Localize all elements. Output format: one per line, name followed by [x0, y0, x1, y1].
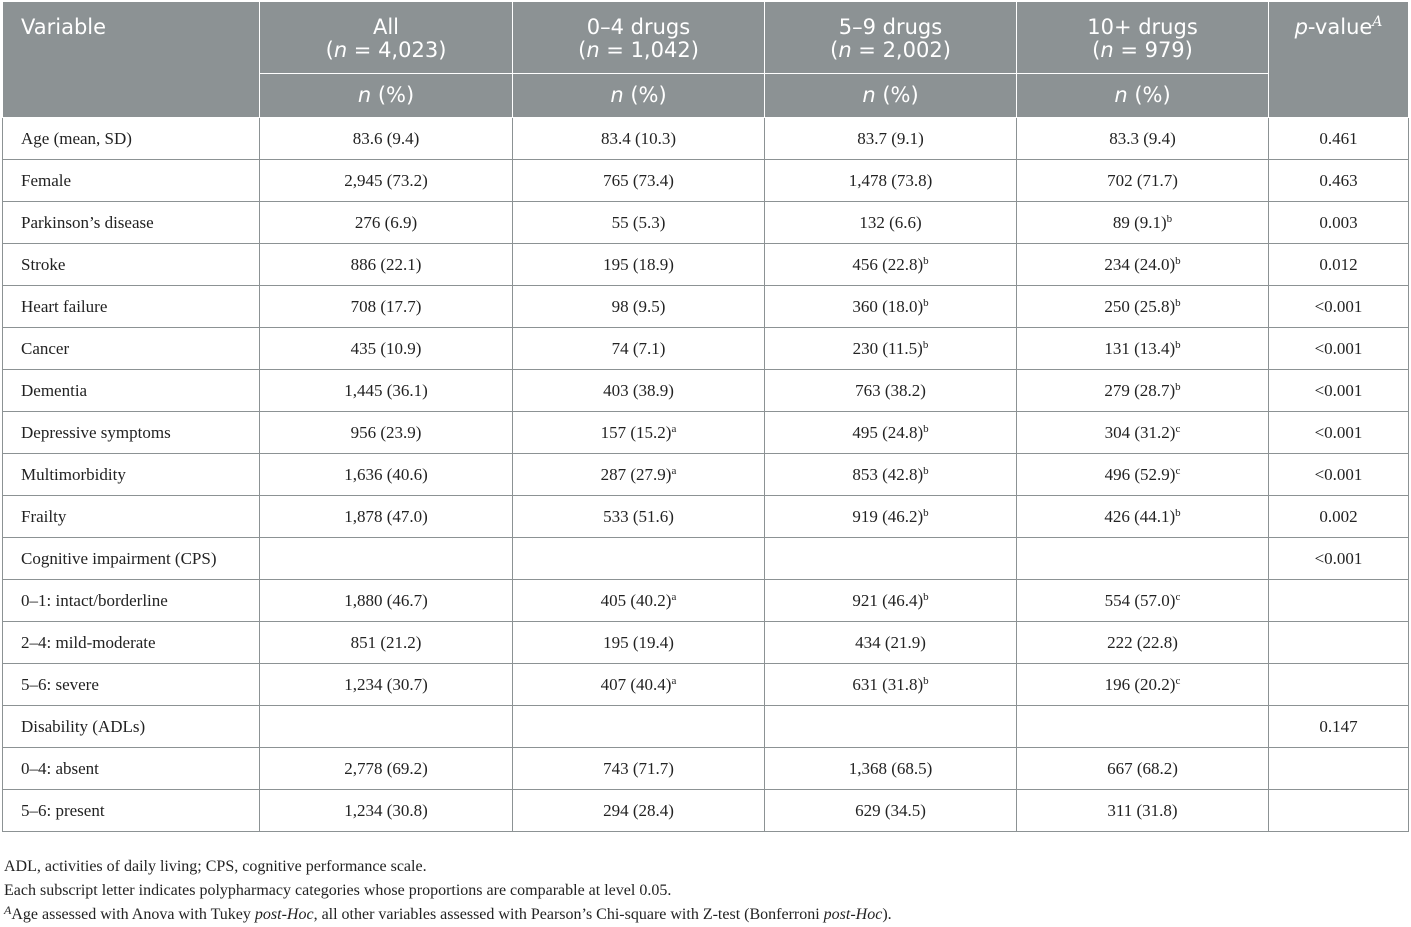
cell-superscript: b — [923, 422, 929, 435]
table-cell — [765, 286, 1017, 328]
cell-value: 196 (20.2) — [1104, 674, 1176, 694]
table-cell — [513, 790, 765, 832]
unit-pct: (%) — [371, 83, 415, 107]
cell-value: 311 (31.8) — [1107, 800, 1178, 820]
cell-superscript: b — [1175, 338, 1181, 351]
table-cell — [765, 748, 1017, 790]
unit-pct: (%) — [1127, 83, 1171, 107]
cell-value: 1,445 (36.1) — [344, 380, 428, 400]
table-row — [3, 370, 1409, 412]
unit-n: n — [862, 83, 876, 107]
table-cell — [513, 118, 765, 160]
footnote-methods — [4, 903, 1404, 927]
cell-superscript: b — [923, 296, 929, 309]
cell-value: 304 (31.2) — [1104, 422, 1176, 442]
footnote-text-italic: post-Hoc — [254, 906, 314, 923]
table-cell — [260, 160, 513, 202]
col-n-count: = 2,002) — [851, 38, 951, 62]
table-cell — [1017, 370, 1269, 412]
col-title: 10+ drugs — [1087, 15, 1198, 39]
cell-superscript: b — [1175, 254, 1181, 267]
row-label: Parkinson’s disease — [3, 202, 260, 244]
table-cell — [765, 706, 1017, 748]
table-cell — [765, 580, 1017, 622]
pvalue-cell: 0.147 — [1269, 706, 1409, 748]
col-n-count: = 979) — [1113, 38, 1193, 62]
table-cell — [1017, 412, 1269, 454]
table-cell — [1017, 118, 1269, 160]
cell-value: 667 (68.2) — [1107, 758, 1178, 778]
cell-superscript: b — [923, 674, 929, 687]
table-cell — [513, 496, 765, 538]
pvalue-cell: 0.461 — [1269, 118, 1409, 160]
cell-value: 230 (11.5) — [852, 338, 923, 358]
cell-value: 629 (34.5) — [855, 800, 926, 820]
cell-superscript: b — [923, 590, 929, 603]
cell-value: 405 (40.2) — [600, 590, 672, 610]
footnote-text: , all other variables assessed with Pearson’s Chi-square with Z-test (Bonferroni — [313, 906, 824, 923]
cell-superscript: c — [1175, 674, 1181, 687]
cell-value: 1,878 (47.0) — [344, 506, 428, 526]
pvalue-cell — [1269, 790, 1409, 832]
cell-value: 83.3 (9.4) — [1109, 128, 1176, 148]
pvalue-cell: <0.001 — [1269, 412, 1409, 454]
table-container — [2, 1, 1408, 832]
unit-n: n — [357, 83, 372, 107]
header-col-0-4-drugs — [513, 2, 765, 74]
table-cell — [260, 454, 513, 496]
header-pvalue — [1269, 2, 1409, 118]
table-cell — [513, 244, 765, 286]
cell-value: 554 (57.0) — [1104, 590, 1176, 610]
table-cell — [513, 706, 765, 748]
table-row — [3, 748, 1409, 790]
table-cell — [765, 454, 1017, 496]
table-cell — [260, 370, 513, 412]
table-cell — [260, 244, 513, 286]
cell-value: 294 (28.4) — [603, 800, 674, 820]
table-cell — [1017, 748, 1269, 790]
cell-superscript: b — [922, 338, 929, 351]
pvalue-cell: <0.001 — [1269, 328, 1409, 370]
cell-superscript: b — [1166, 212, 1173, 225]
table-cell — [1017, 202, 1269, 244]
cell-value: 763 (38.2) — [855, 380, 926, 400]
cell-value: 956 (23.9) — [350, 422, 422, 442]
table-cell — [260, 748, 513, 790]
row-label: 2–4: mild-moderate — [3, 622, 260, 664]
col-n-count: = 4,023) — [347, 38, 447, 62]
table-cell — [260, 496, 513, 538]
footnote-text: ). — [882, 906, 892, 923]
table-row — [3, 496, 1409, 538]
cell-value: 2,945 (73.2) — [344, 170, 428, 190]
row-label: Heart failure — [3, 286, 260, 328]
table-cell — [260, 538, 513, 580]
footnote-abbreviations: ADL, activities of daily living; CPS, cognitive performance scale. — [4, 858, 427, 875]
table-cell — [513, 748, 765, 790]
cell-superscript: a — [671, 464, 677, 477]
table-cell — [765, 496, 1017, 538]
cell-value: 250 (25.8) — [1104, 296, 1176, 316]
col-title: 0–4 drugs — [586, 15, 691, 39]
table-row — [3, 538, 1409, 580]
table-row — [3, 622, 1409, 664]
pvalue-cell — [1269, 748, 1409, 790]
table-cell — [1017, 328, 1269, 370]
col-title: 5–9 drugs — [838, 15, 943, 39]
table-footnotes — [4, 855, 1404, 927]
table-cell — [1017, 664, 1269, 706]
table-body — [3, 118, 1409, 832]
cell-value: 195 (18.9) — [603, 254, 674, 274]
table-row — [3, 580, 1409, 622]
table-cell — [1017, 622, 1269, 664]
cell-value: 1,368 (68.5) — [848, 758, 933, 778]
table-cell — [513, 286, 765, 328]
row-label: Cancer — [3, 328, 260, 370]
table-row — [3, 118, 1409, 160]
row-label: Frailty — [3, 496, 260, 538]
col-n-prefix: ( — [830, 38, 839, 62]
pvalue-cell: <0.001 — [1269, 370, 1409, 412]
table-cell — [260, 664, 513, 706]
header-variable: Variable — [3, 2, 260, 118]
pvalue-label: -value — [1307, 15, 1373, 39]
table-row — [3, 328, 1409, 370]
table-cell — [260, 622, 513, 664]
table-cell — [260, 202, 513, 244]
table-row — [3, 790, 1409, 832]
header-unit-5-9 — [765, 74, 1017, 118]
table-cell — [513, 622, 765, 664]
cell-superscript: b — [923, 464, 929, 477]
table-cell — [513, 370, 765, 412]
unit-pct: (%) — [623, 83, 667, 107]
pvalue-cell: 0.003 — [1269, 202, 1409, 244]
header-col-10plus-drugs — [1017, 2, 1269, 74]
col-n-var: n — [586, 38, 600, 62]
cell-value: 1,636 (40.6) — [344, 464, 428, 484]
table-cell — [513, 412, 765, 454]
cell-value: 702 (71.7) — [1107, 170, 1178, 190]
table-cell — [260, 580, 513, 622]
col-n-prefix: ( — [325, 38, 334, 62]
table-cell — [765, 118, 1017, 160]
cell-value: 279 (28.7) — [1104, 380, 1176, 400]
cell-value: 921 (46.4) — [852, 590, 924, 610]
footnote-text: Age assessed with Anova with Tukey — [11, 906, 255, 923]
cell-superscript: b — [1175, 506, 1181, 519]
table-cell — [1017, 160, 1269, 202]
table-cell — [1017, 538, 1269, 580]
col-title: All — [372, 15, 400, 39]
pvalue-cell: <0.001 — [1269, 538, 1409, 580]
cell-value: 55 (5.3) — [611, 212, 666, 232]
cell-value: 1,234 (30.7) — [344, 674, 428, 694]
pvalue-cell: <0.001 — [1269, 286, 1409, 328]
cell-value: 407 (40.4) — [600, 674, 672, 694]
cell-value: 456 (22.8) — [852, 254, 924, 274]
pvalue-cell: 0.002 — [1269, 496, 1409, 538]
cell-value: 426 (44.1) — [1104, 506, 1176, 526]
cell-value: 1,880 (46.7) — [344, 590, 428, 610]
table-cell — [260, 328, 513, 370]
cell-value: 98 (9.5) — [611, 296, 666, 316]
footnote-text-italic: post-Hoc — [823, 906, 883, 923]
cell-superscript: b — [923, 254, 929, 267]
table-cell — [1017, 790, 1269, 832]
cell-value: 434 (21.9) — [855, 632, 926, 652]
table-cell — [513, 580, 765, 622]
table-cell — [260, 118, 513, 160]
pvalue-cell: <0.001 — [1269, 454, 1409, 496]
cell-value: 2,778 (69.2) — [344, 758, 428, 778]
row-label: 0–4: absent — [3, 748, 260, 790]
pvalue-p: p — [1294, 15, 1308, 39]
row-label: Multimorbidity — [3, 454, 260, 496]
cell-value: 89 (9.1) — [1112, 212, 1167, 232]
unit-n: n — [610, 83, 624, 107]
table-cell — [765, 328, 1017, 370]
row-label: Age (mean, SD) — [3, 118, 260, 160]
cell-value: 1,234 (30.8) — [344, 800, 428, 820]
table-cell — [765, 664, 1017, 706]
cell-value: 919 (46.2) — [852, 506, 924, 526]
table-row — [3, 244, 1409, 286]
header-unit-all — [260, 74, 513, 118]
cell-superscript: a — [671, 590, 677, 603]
cell-value: 195 (19.4) — [603, 632, 674, 652]
cell-superscript: c — [1175, 464, 1181, 477]
table-cell — [260, 790, 513, 832]
cell-value: 74 (7.1) — [611, 338, 666, 358]
table-cell — [765, 160, 1017, 202]
cell-superscript: c — [1175, 422, 1181, 435]
unit-n: n — [1114, 83, 1128, 107]
col-n-var: n — [838, 38, 852, 62]
pvalue-footnote-marker: A — [1372, 14, 1383, 30]
table-row — [3, 664, 1409, 706]
table-cell — [765, 370, 1017, 412]
row-label: 0–1: intact/borderline — [3, 580, 260, 622]
cell-superscript: b — [923, 506, 929, 519]
cell-value: 533 (51.6) — [603, 506, 674, 526]
pvalue-cell — [1269, 622, 1409, 664]
table-cell — [765, 538, 1017, 580]
header-unit-0-4 — [513, 74, 765, 118]
unit-pct: (%) — [875, 83, 919, 107]
cell-superscript: b — [1175, 296, 1181, 309]
cell-value: 234 (24.0) — [1104, 254, 1176, 274]
cell-value: 157 (15.2) — [600, 422, 672, 442]
table-cell — [1017, 496, 1269, 538]
cell-value: 853 (42.8) — [852, 464, 924, 484]
table-row — [3, 412, 1409, 454]
table-cell — [1017, 580, 1269, 622]
row-label: Stroke — [3, 244, 260, 286]
table-cell — [765, 202, 1017, 244]
cell-value: 287 (27.9) — [600, 464, 672, 484]
cell-value: 83.4 (10.3) — [600, 128, 677, 148]
cell-value: 276 (6.9) — [354, 212, 418, 232]
table-cell — [260, 412, 513, 454]
table-row — [3, 286, 1409, 328]
cell-value: 496 (52.9) — [1104, 464, 1176, 484]
cell-value: 765 (73.4) — [603, 170, 674, 190]
table-row — [3, 202, 1409, 244]
header-unit-10plus — [1017, 74, 1269, 118]
row-label: 5–6: severe — [3, 664, 260, 706]
header-col-5-9-drugs — [765, 2, 1017, 74]
header-col-all — [260, 2, 513, 74]
table-cell — [513, 328, 765, 370]
table-cell — [1017, 706, 1269, 748]
col-n-var: n — [333, 38, 348, 62]
table-cell — [260, 286, 513, 328]
cell-value: 851 (21.2) — [350, 632, 422, 652]
row-label: Disability (ADLs) — [3, 706, 260, 748]
cell-value: 83.6 (9.4) — [352, 128, 420, 148]
table-cell — [1017, 244, 1269, 286]
cell-superscript: c — [1175, 590, 1181, 603]
table-cell — [765, 244, 1017, 286]
cell-value: 360 (18.0) — [852, 296, 924, 316]
table-cell — [513, 454, 765, 496]
cell-value: 743 (71.7) — [603, 758, 674, 778]
col-n-count: = 1,042) — [599, 38, 699, 62]
row-label: Depressive symptoms — [3, 412, 260, 454]
table-cell — [1017, 286, 1269, 328]
table-cell — [765, 790, 1017, 832]
table-cell — [513, 202, 765, 244]
row-label: Dementia — [3, 370, 260, 412]
col-n-prefix: ( — [1092, 38, 1101, 62]
cell-value: 1,478 (73.8) — [848, 170, 933, 190]
table-cell — [513, 160, 765, 202]
cell-superscript: b — [1175, 380, 1181, 393]
table-header — [3, 2, 1409, 118]
table-row — [3, 160, 1409, 202]
footnote-subscripts: Each subscript letter indicates polypharmacy categories whose proportions are comparable at level 0.05. — [4, 882, 672, 899]
cell-value: 222 (22.8) — [1107, 632, 1178, 652]
table-row — [3, 706, 1409, 748]
col-n-var: n — [1100, 38, 1114, 62]
data-table — [2, 1, 1409, 832]
cell-value: 708 (17.7) — [350, 296, 422, 316]
table-cell — [260, 706, 513, 748]
table-cell — [765, 622, 1017, 664]
table-row — [3, 454, 1409, 496]
pvalue-cell: 0.463 — [1269, 160, 1409, 202]
cell-value: 131 (13.4) — [1104, 338, 1176, 358]
cell-value: 403 (38.9) — [603, 380, 674, 400]
row-label: Female — [3, 160, 260, 202]
pvalue-cell — [1269, 664, 1409, 706]
table-cell — [765, 412, 1017, 454]
cell-value: 495 (24.8) — [852, 422, 924, 442]
col-n-prefix: ( — [578, 38, 587, 62]
cell-value: 83.7 (9.1) — [857, 128, 924, 148]
cell-value: 631 (31.8) — [852, 674, 924, 694]
cell-value: 132 (6.6) — [859, 212, 922, 232]
table-cell — [513, 538, 765, 580]
cell-superscript: a — [671, 674, 677, 687]
pvalue-cell — [1269, 580, 1409, 622]
cell-value: 886 (22.1) — [350, 254, 422, 274]
cell-superscript: a — [671, 422, 677, 435]
cell-value: 435 (10.9) — [350, 338, 422, 358]
table-cell — [1017, 454, 1269, 496]
pvalue-cell: 0.012 — [1269, 244, 1409, 286]
footnote-marker: A — [4, 903, 12, 917]
table-cell — [513, 664, 765, 706]
row-label: 5–6: present — [3, 790, 260, 832]
row-label: Cognitive impairment (CPS) — [3, 538, 260, 580]
